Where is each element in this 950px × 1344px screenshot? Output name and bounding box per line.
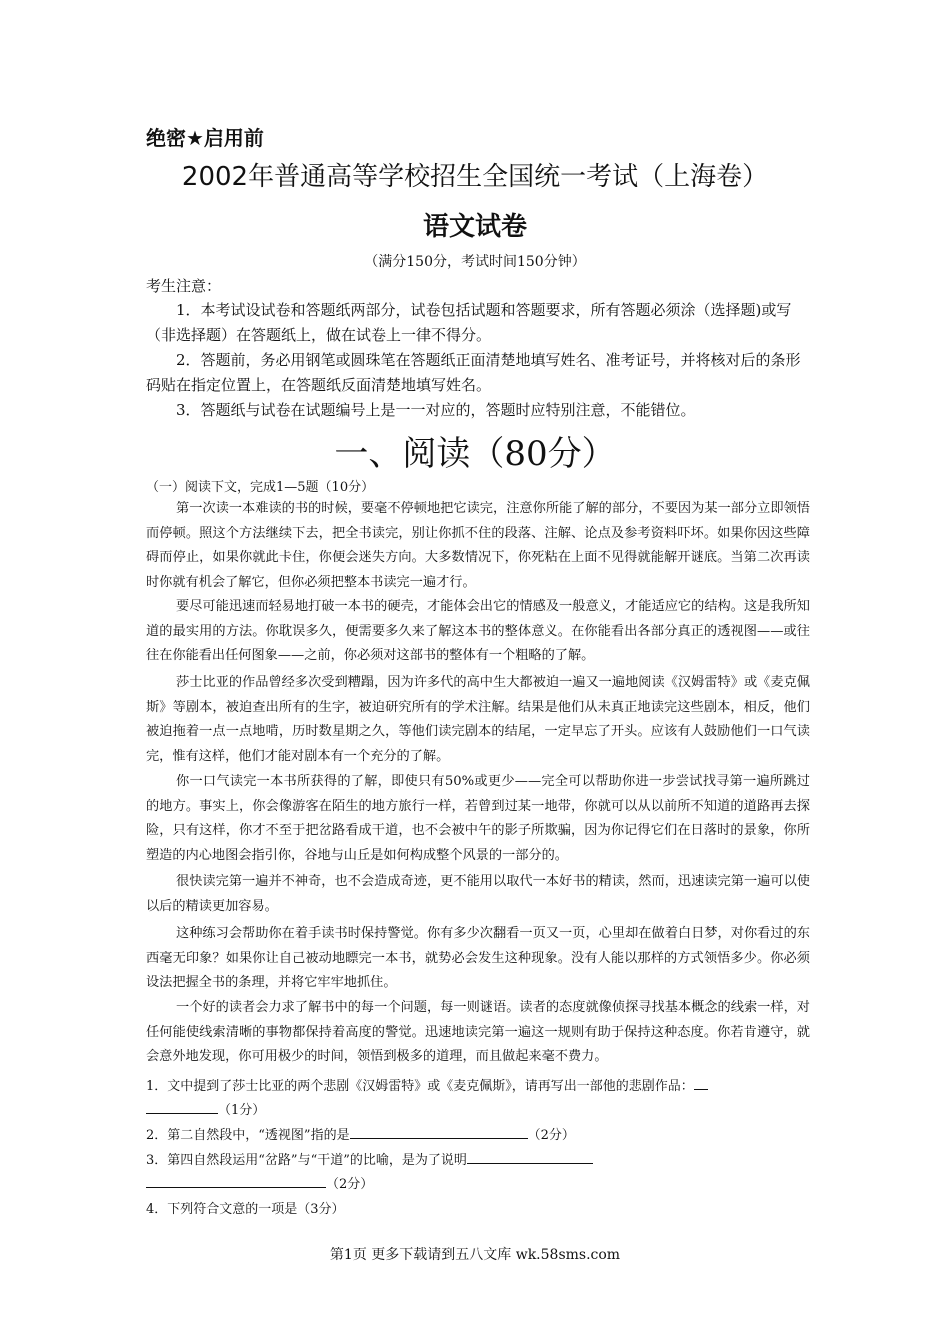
passage-paragraph: 要尽可能迅速而轻易地打破一本书的硬壳，才能体会出它的情感及一般意义，才能适应它的结构。这是我所知道的最实用的方法。你耽误多久，便需要多久来了解这本书的整体意义。在你能看出各部分真正的透视图——或往往在你能看出任何图象——之前，你必须对这部书的整体有一个粗略的了解。 [146, 599, 810, 663]
answer-blank[interactable] [146, 1173, 326, 1188]
question-2 [146, 1124, 575, 1143]
notice-item: 2．答题前，务必用钢笔或圆珠笔在答题纸正面清楚地填写姓名、准考证号，并将核对后的条形码贴在指定位置上，在答题纸反面清楚地填写姓名。 [146, 351, 801, 394]
notice-item: 1．本考试设试卷和答题纸两部分，试卷包括试题和答题要求，所有答题必须涂（选择题)或写（非选择题）在答题纸上，做在试卷上一律不得分。 [146, 301, 792, 344]
section-instruction: （一）阅读下文，完成1—5题（10分） [146, 480, 375, 495]
notice-heading: 考生注意： [146, 277, 222, 295]
passage-paragraph: 你一口气读完一本书所获得的了解，即使只有50%或更少——完全可以帮助你进一步尝试找寻第一遍所跳过的地方。事实上，你会像游客在陌生的地方旅行一样，若曾到过某一地带，你就可以从以前所不知道的道路再去探险，只有这样，你才不至于把岔路看成干道，也不会被中午的影子所欺骗，因为你记得它们在日落时的景象，你所塑造的内心地图会指引你，谷地与山丘是如何构成整个风景的一部分的。 [146, 774, 810, 863]
passage-paragraph: 这种练习会帮助你在着手读书时保持警觉。你有多少次翻看一页又一页，心里却在做着白日梦，对你看过的东西毫无印象？如果你让自己被动地瞟完一本书，就势必会发生这种现象。没有人能以那样的方式领悟多少。你必须设法把握全书的条理，并将它牢牢地抓住。 [146, 926, 810, 990]
question-3-continued [146, 1173, 373, 1192]
question-2-text: 2．第二自然段中，“透视图”指的是 [146, 1128, 350, 1143]
answer-blank[interactable] [350, 1124, 528, 1139]
confidential-mark: 绝密★启用前 [146, 126, 264, 150]
passage-paragraph: 很快读完第一遍并不神奇，也不会造成奇迹，更不能用以取代一本好书的精读，然而，迅速读完第一遍可以使以后的精读更加容易。 [146, 874, 810, 914]
subject-title: 语文试卷 [422, 212, 527, 242]
question-3 [146, 1149, 593, 1168]
question-1 [146, 1075, 708, 1094]
section-title: 一、阅读（80分） [334, 434, 616, 474]
passage-paragraph: 一个好的读者会力求了解书中的每一个问题，每一则谜语。读者的态度就像侦探寻找基本概念的线索一样，对任何能使线索清晰的事物都保持着高度的警觉。迅速地读完第一遍这一规则有助于保持这种态度。你若肯遵守，就会意外地发现，你可用极少的时间，领悟到极多的道理，而且做起来毫不费力。 [146, 1000, 810, 1064]
question-3-text: 3．第四自然段运用“岔路”与“干道”的比喻，是为了说明 [146, 1153, 467, 1168]
question-1-continued [146, 1099, 265, 1118]
exam-title: 2002年普通高等学校招生全国统一考试（上海卷） [181, 162, 769, 192]
notice-item: 3．答题纸与试卷在试题编号上是一一对应的，答题时应特别注意，不能错位。 [176, 401, 696, 419]
page-footer: 第1页 更多下载请到五八文库 wk.58sms.com [329, 1247, 621, 1263]
question-3-score: （2分） [326, 1177, 374, 1192]
passage-paragraph: 莎士比亚的作品曾经多次受到糟蹋，因为许多代的高中生大都被迫一遍又一遍地阅读《汉姆雷特》或《麦克佩斯》等剧本，被迫查出所有的生字，被迫研究所有的学术注解。结果是他们从未真正地读完这些剧本，相反，他们被迫拖着一点一点地啃，历时数星期之久，等他们读完剧本的结尾，一定早忘了开头。应该有人鼓励他们一口气读完，惟有这样，他们才能对剧本有一个充分的了解。 [146, 675, 810, 764]
question-1-score: （1分） [218, 1103, 266, 1118]
answer-blank[interactable] [146, 1099, 218, 1114]
question-2-score: （2分） [527, 1128, 575, 1143]
passage-paragraph: 第一次读一本难读的书的时候，要毫不停顿地把它读完，注意你所能了解的部分，不要因为某一部分立即领悟而停顿。照这个方法继续下去，把全书读完，别让你抓不住的段落、注解、论点及参考资料吓坏。如果你因这些障碍而停止，如果你就此卡住，你便会迷失方向。大多数情况下，你死粘在上面不见得就能解开谜底。当第二次再读时你就有机会了解它，但你必须把整本书读完一遍才行。 [146, 501, 810, 590]
answer-blank[interactable] [467, 1149, 593, 1164]
answer-blank[interactable] [694, 1075, 708, 1090]
question-1-text: 1．文中提到了莎士比亚的两个悲剧《汉姆雷特》或《麦克佩斯》，请再写出一部他的悲剧作品： [146, 1079, 694, 1094]
question-4: 4．下列符合文意的一项是（3分） [146, 1202, 345, 1217]
score-info: （满分150分，考试时间150分钟） [364, 254, 586, 270]
